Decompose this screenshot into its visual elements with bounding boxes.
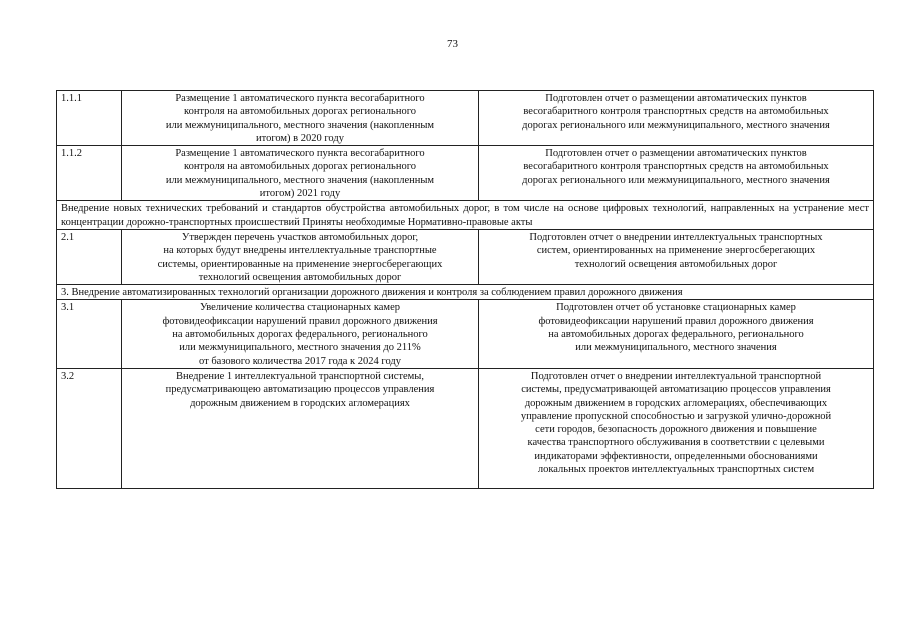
text-line: локальных проектов интеллектуальных транспортных систем: [537, 464, 815, 476]
text-line: или межмуниципального, местного значения (накопленным: [165, 119, 435, 131]
measure-description: [122, 368, 479, 488]
text-line: системы, предусматривающей автоматизацию процессов управления: [521, 384, 831, 396]
row-number: 1.1.1: [57, 91, 122, 146]
table-row: [57, 91, 874, 146]
text-line: качества транспортного обслуживания в соответствии с целевыми: [527, 437, 825, 449]
text-line: итогом) 2021 году: [259, 188, 341, 200]
text-line: Подготовлен отчет о внедрении интеллектуальных транспортных: [529, 231, 823, 243]
row-number: 2.1: [57, 229, 122, 284]
text-line: управление пропускной способностью и загрузкой улично-дорожной: [520, 410, 832, 422]
text-line: Подготовлен отчет о размещении автоматических пунктов: [545, 93, 807, 104]
text-line: систем, ориентированных на применение энергосберегающих: [536, 245, 816, 257]
measure-result: [479, 91, 874, 146]
table-row: [57, 229, 874, 284]
text-line: весогабаритного контроля транспортных средств на автомобильных: [523, 106, 829, 118]
measure-description: [122, 300, 479, 368]
text-line: дорогах регионального или межмуниципального, местного значения: [522, 174, 830, 186]
text-line: индикаторами эффективности, определенными обоснованиями: [534, 450, 818, 462]
measure-result: [479, 229, 874, 284]
text-line: на которых будут внедрены интеллектуальные транспортные: [163, 245, 437, 257]
text-line: на автомобильных дорогах федерального, регионального: [172, 329, 428, 341]
text-line: дорогах регионального или межмуниципального, местного значения: [522, 119, 830, 131]
text-line: или межмуниципального, местного значения (накопленным: [165, 174, 435, 186]
text-line: контроля на автомобильных дорогах регионального: [184, 161, 416, 173]
text-line: итогом) в 2020 году: [256, 132, 344, 144]
measure-result: [479, 368, 874, 488]
text-line: контроля на автомобильных дорогах регионального: [184, 106, 416, 118]
section-heading: Внедрение новых технических требований и стандартов обустройства автомобильных дорог, в том числе на основе цифровых технологий, направленных на устранение мест концентрации дорожно-транспортных происшествий Приняты необходимые Нормативно-правовые акты: [57, 201, 874, 230]
text-line: предусматривающею автоматизацию процессов управления: [165, 384, 435, 396]
page-number: 73: [447, 38, 458, 50]
text-line: или межмуниципального, местного значения до 211%: [179, 342, 421, 354]
table-row: [57, 368, 874, 488]
text-line: Подготовлен отчет об установке стационарных камер: [556, 302, 796, 314]
text-line: дорожным движением в городских агломерациях: [190, 397, 410, 409]
text-line: системы, ориентированные на применение энергосберегающих: [157, 258, 443, 270]
section-heading-row: [57, 285, 874, 300]
text-line: технологий освещения автомобильных дорог: [198, 271, 402, 283]
text-line: от базового количества 2017 года к 2024 году: [199, 355, 401, 367]
text-line: Утвержден перечень участков автомобильных дорог,: [181, 231, 419, 243]
text-line: дорожным движением в городских агломерациях, обеспечивающих: [524, 397, 828, 409]
section-heading-row: [57, 201, 874, 230]
text-line: Размещение 1 автоматического пункта весогабаритного: [175, 148, 425, 160]
text-line: весогабаритного контроля транспортных средств на автомобильных: [523, 161, 829, 173]
text-line: фотовидеофиксации нарушений правил дорожного движения: [162, 315, 438, 327]
text-line: сети городов, безопасность дорожного движения и повышение: [535, 424, 817, 436]
text-line: Внедрение 1 интеллектуальной транспортной системы,: [176, 370, 424, 382]
table-row: [57, 300, 874, 368]
text-line: Увеличение количества стационарных камер: [200, 302, 400, 314]
measures-table: [56, 90, 874, 489]
measure-result: [479, 300, 874, 368]
text-line: Подготовлен отчет о внедрении интеллектуальной транспортной: [530, 370, 822, 382]
row-number: 1.1.2: [57, 146, 122, 201]
text-line: технологий освещения автомобильных дорог: [574, 258, 778, 270]
text-line: на автомобильных дорогах федерального, регионального: [548, 329, 804, 341]
section-heading: 3. Внедрение автоматизированных технологий организации дорожного движения и контроля за соблюдением правил дорожного движения: [57, 285, 874, 300]
text-line: фотовидеофиксации нарушений правил дорожного движения: [538, 315, 814, 327]
measure-description: [122, 229, 479, 284]
text-line: Подготовлен отчет о размещении автоматических пунктов: [545, 148, 807, 160]
measure-result: [479, 146, 874, 201]
text-line: Размещение 1 автоматического пункта весогабаритного: [175, 93, 425, 104]
table-row: [57, 146, 874, 201]
row-number: 3.2: [57, 368, 122, 488]
measure-description: [122, 146, 479, 201]
text-line: или межмуниципального, местного значения: [575, 342, 777, 354]
row-number: 3.1: [57, 300, 122, 368]
measure-description: [122, 91, 479, 146]
